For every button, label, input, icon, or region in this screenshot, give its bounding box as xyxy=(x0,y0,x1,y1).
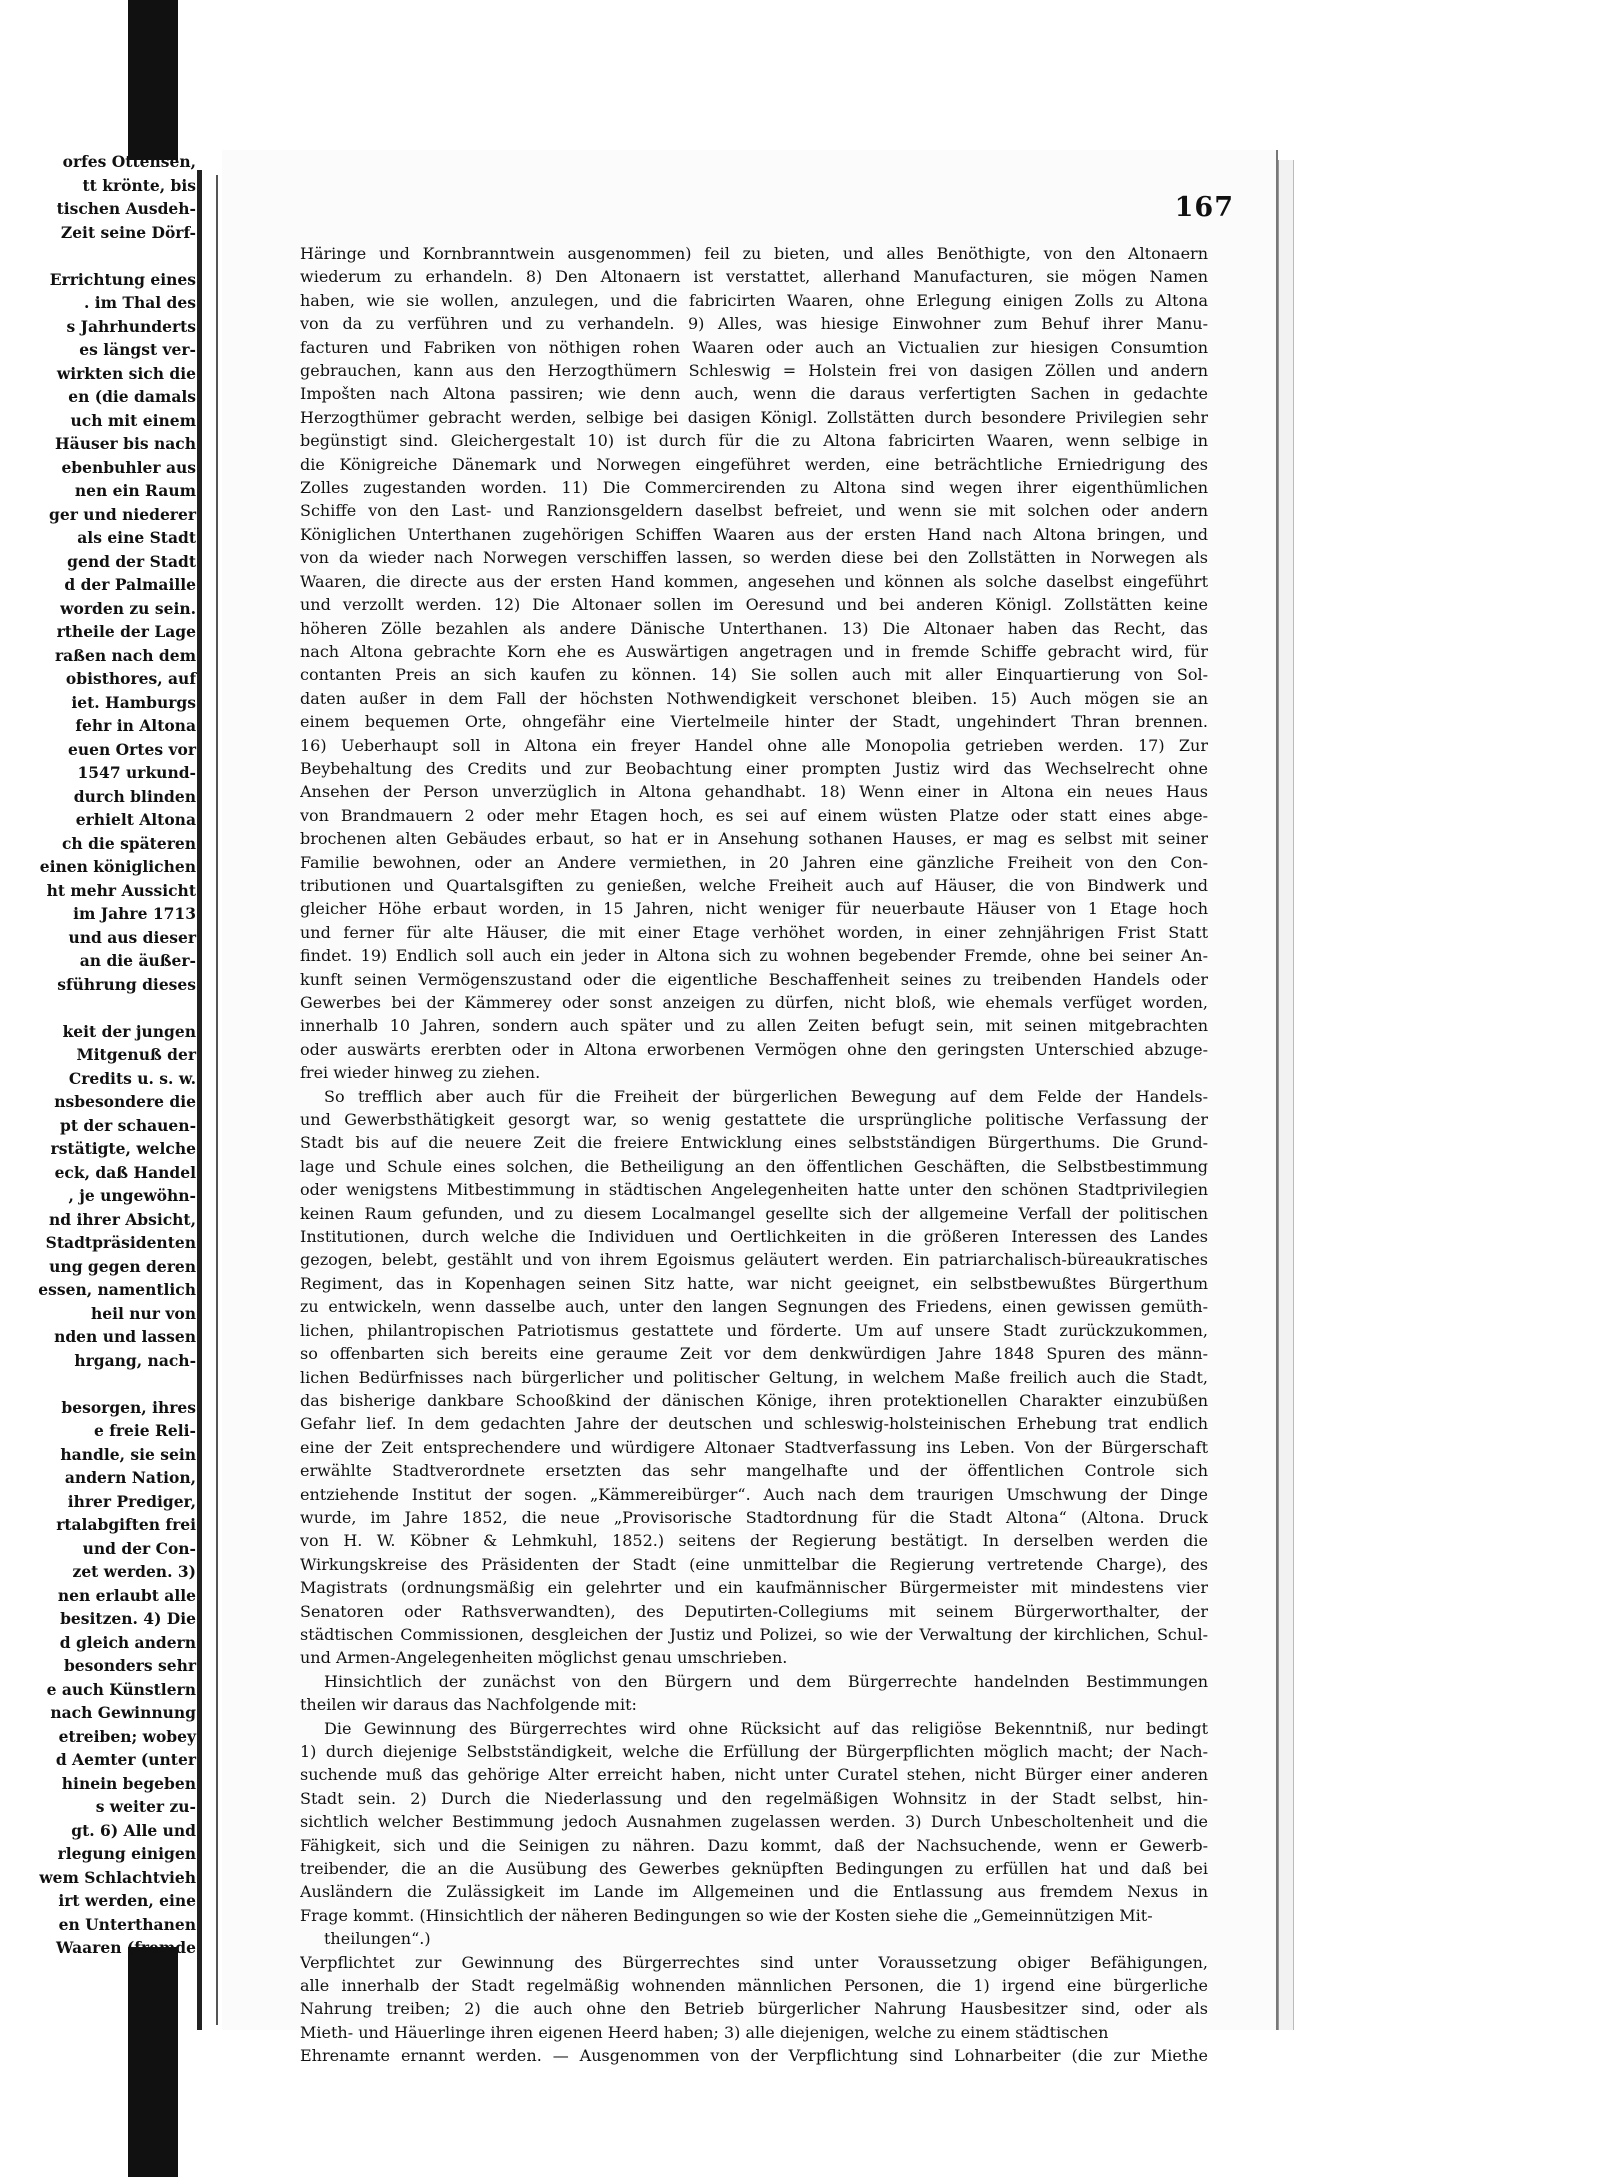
text-line: theilungen“.) xyxy=(324,1929,431,1949)
text-line: und verzollt werden. 12) Die Altonaer sollen im Oeresund und bei anderen Königl. Zollstätten keine xyxy=(300,595,1208,615)
text-line: Stadt bis auf die neuere Zeit die freiere Entwicklung eines selbstständigen Bürgerthums. Die Grund- xyxy=(300,1133,1208,1153)
text-line: Häringe und Kornbranntwein ausgenommen) feil zu bieten, und alles Benöthigte, von den Altonaern xyxy=(300,244,1208,263)
left-page-line: besonders sehr xyxy=(63,1656,196,1675)
text-line: alle innerhalb der Stadt regelmäßig wohnenden männlichen Personen, die 1) irgend eine bürgerliche xyxy=(300,1976,1208,1996)
left-page-line: essen, namentlich xyxy=(38,1280,196,1299)
text-line: eine der Zeit entsprechendere und würdigere Altonaer Stadtverfassung ins Leben. Von der Bürgerschaft xyxy=(300,1437,1208,1457)
left-page-line: Mitgenuß der xyxy=(76,1045,196,1064)
text-line: theilen wir daraus das Nachfolgende mit: xyxy=(300,1695,637,1715)
text-line: Ausländern die Zulässigkeit im Lande im Allgemeinen und die Entlassung aus fremdem Nexus in xyxy=(300,1882,1208,1902)
left-page-line: nach Gewinnung xyxy=(50,1703,196,1722)
text-line: Stadt sein. 2) Durch die Niederlassung und den regelmäßigen Wohnsitz in der Stadt selbst, hin- xyxy=(300,1788,1208,1808)
left-page-line: heil nur von xyxy=(90,1303,196,1323)
text-line: Ansehen der Person unverzüglich in Altona gehandhabt. 18) Wenn einer in Altona ein neues Haus xyxy=(300,782,1208,802)
left-page-line: 1547 urkund- xyxy=(77,763,196,782)
left-page-line: worden zu sein. xyxy=(60,598,196,618)
left-page-line: an die äußer- xyxy=(79,951,196,970)
text-line: Beybehaltung des Credits und zur Beobachtung einer prompten Justiz wird das Wechselrecht ohne xyxy=(300,758,1208,778)
text-line: von da wieder nach Norwegen verschiffen lassen, so werden diese bei den Zollstätten in Norwegen als xyxy=(300,548,1208,568)
text-line: Königlichen Unterthanen zugehörigen Schiffen Waaren aus der ersten Hand nach Altona bringen, und xyxy=(300,524,1208,544)
left-page-line: fehr in Altona xyxy=(75,716,196,735)
text-line: die Königreiche Dänemark und Norwegen eingeführet werden, eine beträchtliche Erniedrigung des xyxy=(300,454,1208,474)
text-line: Wirkungskreise des Präsidenten der Stadt (eine unmittelbar die Regierung vertretende Charge), des xyxy=(300,1554,1208,1574)
text-line: Regiment, das in Kopenhagen seinen Sitz hatte, war nicht geeignet, ein selbstbewußtes Bürgerthum xyxy=(300,1273,1208,1293)
left-page-line: eck, daß Handel xyxy=(54,1162,196,1182)
left-page-line: gt. 6) Alle und xyxy=(71,1820,196,1840)
text-line: 1) durch diejenige Selbstständigkeit, welche die Erfüllung der Bürgerpflichten möglich macht; der Nach- xyxy=(300,1742,1208,1761)
text-line: kunft seinen Vermögenszustand oder die eigentliche Beschaffenheit seines zu treibenden Handels oder xyxy=(300,969,1208,989)
left-page-line xyxy=(0,996,200,1020)
text-line: und Gewerbsthätigkeit gesorgt war, so wenig gestattete die ursprüngliche politische Verfassung der xyxy=(300,1110,1208,1130)
text-line: Frage kommt. (Hinsichtlich der näheren Bedingungen so wie der Kosten siehe die „Gemeinnützigen Mit- xyxy=(300,1905,1153,1925)
left-page-line: ebenbuhler aus xyxy=(61,457,196,477)
left-page-line: euen Ortes vor xyxy=(68,739,196,759)
body-text xyxy=(300,242,1208,2068)
text-line: Institutionen, durch welche die Individuen und Oertlichkeiten in die größeren Interessen des Landes xyxy=(300,1227,1208,1247)
left-page-line: ht mehr Aussicht xyxy=(46,880,196,900)
left-page-line: besorgen, ihres xyxy=(61,1397,196,1417)
text-line: sichtlich welcher Bestimmung jedoch Ausnahmen zugelassen werden. 3) Durch Unbescholtenheit und die xyxy=(300,1812,1208,1832)
text-line: lage und Schule eines solchen, die Betheiligung an den öffentlichen Geschäften, die Selbstbestimmung xyxy=(300,1156,1208,1176)
left-page-line: e auch Künstlern xyxy=(46,1679,196,1699)
text-line: gebrauchen, kann aus den Herzogthümern Schleswig = Holstein frei von dasigen Zöllen und andern xyxy=(300,361,1208,381)
left-page-fragment xyxy=(0,150,200,2030)
text-line: So trefflich aber auch für die Freiheit der bürgerlichen Bewegung auf dem Felde der Handels- xyxy=(324,1086,1208,1106)
text-line: und ferner für alte Häuser, die mit einer Etage verhöhet worden, in einer zehnjährigen Frist Statt xyxy=(300,922,1208,942)
text-line: facturen und Fabriken von nöthigen rohen Waaren oder auch an Victualien zur hiesigen Consumtion xyxy=(300,337,1208,357)
left-page-line: erhielt Altona xyxy=(75,810,196,829)
left-page-line xyxy=(0,1372,200,1396)
text-line: Herzogthümer gebracht werden, selbige bei dasigen Königl. Zollstätten durch besondere Privilegien sehr xyxy=(300,407,1208,427)
left-page-line: es längst ver- xyxy=(79,340,196,359)
text-line: Gefahr lief. In dem gedachten Jahre der deutschen und schleswig-holsteinischen Erhebung trat endlich xyxy=(300,1414,1208,1434)
left-page-line: en (die damals xyxy=(68,387,196,406)
left-page-line: und aus dieser xyxy=(68,927,196,947)
text-line: oder wenigstens Mitbestimmung in städtischen Angelegenheiten hatte unter den schönen Stadtprivilegien xyxy=(300,1180,1208,1200)
text-line: nach Altona gebrachte Korn ehe es Auswärtigen angetragen und in fremde Schiffe gebracht wird, für xyxy=(300,641,1208,661)
text-line: oder auswärts ererbten oder in Altona erworbenen Vermögen ohne den geringsten Unterschied abzuge- xyxy=(300,1039,1208,1059)
page-edge xyxy=(1278,160,1294,2030)
text-line: 16) Ueberhaupt soll in Altona ein freyer Handel ohne alle Monopolia getrieben werden. 17) Zur xyxy=(300,735,1208,755)
left-page-line: handle, sie sein xyxy=(60,1444,196,1464)
text-line: brochenen alten Gebäudes erbaut, so hat er in Ansehung sothanen Hauses, er mag es selbst mit seiner xyxy=(300,829,1208,849)
left-page-line: d gleich andern xyxy=(59,1632,196,1652)
text-line: frei wieder hinweg zu ziehen. xyxy=(300,1063,541,1083)
left-page-line: und der Con- xyxy=(82,1538,196,1558)
left-page-line: d der Palmaille xyxy=(64,575,196,594)
text-line: erwählte Stadtverordnete ersetzten das sehr mangelhafte und der öffentlichen Controle sich xyxy=(300,1461,1208,1481)
book-binding-top xyxy=(128,0,178,160)
gutter-shadow xyxy=(197,170,202,2030)
text-line: das bisherige dankbare Schooßkind der dänischen Könige, ihren protektionellen Charakter einzubüßen xyxy=(300,1390,1208,1410)
left-page-line: sführung dieses xyxy=(57,974,196,994)
left-page-line: e freie Reli- xyxy=(93,1421,196,1440)
text-line: daten außer in dem Fall der höchsten Nothwendigkeit verschonet bleiben. 15) Auch mögen sie an xyxy=(300,688,1208,708)
left-page-line: raßen nach dem xyxy=(54,645,196,665)
text-line: Magistrats (ordnungsmäßig ein gelehrter und ein kaufmännischer Bürgermeister mit mindestens vier xyxy=(300,1578,1208,1598)
left-page-line: tischen Ausdeh- xyxy=(56,199,196,218)
left-page-line: einen königlichen xyxy=(39,857,196,876)
left-page-line: Stadtpräsidenten xyxy=(45,1233,196,1252)
text-line: lichen, philantropischen Patriotismus gestattete und förderte. Um auf unsere Stadt zurückzukommen, xyxy=(300,1320,1208,1340)
left-page-line: nsbesondere die xyxy=(54,1092,196,1111)
left-page-line: nd ihrer Absicht, xyxy=(49,1209,196,1229)
left-page-line: zet werden. 3) xyxy=(72,1562,196,1581)
left-page-line: durch blinden xyxy=(73,786,196,806)
text-line: Mieth- und Häuerlinge ihren eigenen Heerd haben; 3) alle diejenigen, welche zu einem städtischen xyxy=(300,2022,1109,2042)
left-page-line: Häuser bis nach xyxy=(55,434,196,453)
text-line: von Brandmauern 2 oder mehr Etagen hoch, es sei auf einem wüsten Platze oder statt eines abge- xyxy=(300,805,1208,825)
left-page-line: gend der Stadt xyxy=(67,551,196,571)
left-page-line: Waaren (fremde xyxy=(56,1938,196,1957)
text-line: lichen Bedürfnisses nach bürgerlicher und politischer Geltung, in welchem Maße freilich auch die Stadt, xyxy=(300,1367,1208,1387)
text-line: von H. W. Köbner & Lehmkuhl, 1852.) seitens der Regierung bestätigt. In derselben werden die xyxy=(300,1531,1208,1551)
text-line: und Armen-Angelegenheiten möglichst genau umschrieben. xyxy=(300,1648,788,1668)
left-page-line: hinein begeben xyxy=(61,1773,196,1793)
text-line: zu entwickeln, wenn dasselbe auch, unter den langen Segnungen des Friedens, einen gewissen gemüth- xyxy=(300,1297,1208,1317)
left-page-line: pt der schauen- xyxy=(60,1115,196,1135)
text-line: keinen Raum gefunden, und zu diesem Localmangel gesellte sich der allgemeine Verfall der politischen xyxy=(300,1203,1208,1223)
text-line: Zolles zugestanden worden. 11) Die Commercirenden zu Altona sind wegen ihrer eigenthümlichen xyxy=(300,478,1208,498)
left-page-line: obisthores, auf xyxy=(65,669,196,688)
left-page-line: nden und lassen xyxy=(54,1327,196,1346)
left-page-line: iet. Hamburgs xyxy=(71,692,196,712)
text-line: Nahrung treiben; 2) die auch ohne den Betrieb bürgerlicher Nahrung Hausbesitzer sind, oder als xyxy=(300,1999,1208,2019)
text-line: Hinsichtlich der zunächst von den Bürgern und dem Bürgerrechte handelnden Bestimmungen xyxy=(324,1671,1208,1691)
left-page-line: d Aemter (unter xyxy=(55,1750,196,1769)
left-page-line: besitzen. 4) Die xyxy=(60,1609,196,1628)
left-page-line xyxy=(0,244,200,268)
left-page-line: andern Nation, xyxy=(64,1468,196,1487)
left-page-line: . im Thal des xyxy=(83,293,196,312)
left-page-line: rstätigte, welche xyxy=(50,1139,196,1158)
text-line: Ehrenamte ernannt werden. — Ausgenommen von der Verpflichtung sind Lohnarbeiter (die zur Miethe xyxy=(300,2046,1208,2066)
left-page-line: irt werden, eine xyxy=(58,1891,196,1910)
text-line: wurde, im Jahre 1852, die neue „Provisorische Stadtordnung für die Stadt Altona“ (Altona. Druck xyxy=(300,1507,1208,1527)
text-line: findet. 19) Endlich soll auch ein jeder in Altona sich zu wohnen begebender Fremde, ohne bei seiner An- xyxy=(300,946,1208,966)
left-page-line: hrgang, nach- xyxy=(74,1350,196,1370)
left-page-line: ihrer Prediger, xyxy=(67,1491,196,1511)
text-line: Fähigkeit, sich und die Seinigen zu nähren. Dazu kommt, daß der Nachsuchende, wenn er Gewerb- xyxy=(300,1835,1208,1855)
left-page-line: Credits u. s. w. xyxy=(68,1068,196,1088)
text-line: Schiffe von den Last- und Ranzionsgeldern daselbst befreiet, und wenn sie mit solchen oder andern xyxy=(300,501,1208,521)
page-number: 167 xyxy=(1174,192,1234,223)
left-page-line: ger und niederer xyxy=(49,504,196,524)
text-line: Impošten nach Altona passiren; wie denn auch, wenn die daraus verfertigten Sachen in gedachte xyxy=(300,384,1208,404)
left-page-line: rtalabgiften frei xyxy=(56,1515,196,1534)
left-page-line: nen ein Raum xyxy=(74,481,196,500)
text-line: gleicher Höhe erbaut worden, in 15 Jahren, nicht weniger für neuerbaute Häuser von 1 Etage hoch xyxy=(300,899,1208,919)
left-page-line: rtheile der Lage xyxy=(56,622,196,641)
text-line: städtischen Commissionen, desgleichen der Justiz und Polizei, so wie der Verwaltung der kirchlichen, Schul- xyxy=(300,1624,1208,1644)
left-page-line: nen erlaubt alle xyxy=(57,1585,196,1605)
left-page-line: rlegung einigen xyxy=(57,1844,196,1863)
text-line: innerhalb 10 Jahren, sondern auch später und zu allen Zeiten befugt sein, mit seinen mitgebrachten xyxy=(300,1016,1208,1036)
text-line: suchende muß das gehörige Alter erreicht haben, nicht unter Curatel stehen, nicht Bürger einer anderen xyxy=(300,1765,1208,1785)
text-line: Die Gewinnung des Bürgerrechtes wird ohne Rücksicht auf das religiöse Bekenntniß, nur bedingt xyxy=(324,1718,1208,1738)
text-line: gezogen, belebt, gestählt und von ihrem Egoismus geläutert werden. Ein patriarchalisch-büreaukratisches xyxy=(300,1250,1208,1270)
right-page xyxy=(222,150,1278,2066)
text-line: Waaren, die directe aus der ersten Hand kommen, angesehen und können als solche daselbst eingeführt xyxy=(300,571,1208,591)
left-page-line: wirkten sich die xyxy=(56,363,196,383)
text-line: haben, wie sie wollen, anzulegen, und die fabricirten Waaren, ohne Erlegung einigen Zolls zu Altona xyxy=(300,290,1208,310)
text-line: Senatoren oder Rathsverwandten), des Deputirten-Collegiums mit seinem Bürgerworthalter, der xyxy=(300,1601,1208,1621)
left-page-line: s weiter zu- xyxy=(95,1797,196,1816)
left-page-line: als eine Stadt xyxy=(77,528,196,547)
text-line: wiederum zu erhandeln. 8) Den Altonaern ist verstattet, allerhand Manufacturen, sie mögen Namen xyxy=(300,267,1208,287)
left-page-line: orfes Ottensen, xyxy=(62,152,196,171)
left-page-line: Errichtung eines xyxy=(49,269,196,289)
text-line: Gewerbes bei der Kämmerey oder sonst anzeigen zu dürfen, nicht bloß, wie ehemals verfüget worden, xyxy=(300,993,1208,1012)
left-page-line: ung gegen deren xyxy=(49,1256,196,1276)
text-line: tributionen und Quartalsgiften zu genießen, welche Freiheit auch auf Häuser, die von Bindwerk und xyxy=(300,875,1208,895)
left-page-line: im Jahre 1713 xyxy=(73,904,196,923)
text-line: höheren Zölle bezahlen als andere Dänische Unterthanen. 13) Die Altonaer haben das Recht, das xyxy=(300,618,1208,638)
text-line: einem bequemen Orte, ohngefähr eine Viertelmeile hinter der Stadt, ungehindert Thran brennen. xyxy=(300,712,1208,732)
left-page-line: ch die späteren xyxy=(61,833,196,853)
left-page-line: uch mit einem xyxy=(70,410,196,430)
text-line: Verpflichtet zur Gewinnung des Bürgerrechtes sind unter Voraussetzung obiger Befähigungen, xyxy=(300,1952,1208,1972)
left-page-line: etreiben; wobey xyxy=(58,1726,196,1746)
left-page-line: en Unterthanen xyxy=(58,1914,196,1934)
gutter-line xyxy=(216,175,218,2025)
text-line: contanten Preis an sich kaufen zu können. 14) Sie sollen auch mit aller Einquartierung von Sol- xyxy=(300,665,1208,685)
left-page-line: wem Schlachtvieh xyxy=(39,1867,196,1887)
left-page-line: keit der jungen xyxy=(62,1021,196,1041)
text-line: entziehende Institut der sogen. „Kämmereibürger“. Auch nach dem traurigen Umschwung der Dinge xyxy=(300,1484,1208,1504)
left-page-line: , je ungewöhn- xyxy=(68,1186,196,1205)
left-page-line: s Jahrhunderts xyxy=(66,316,196,336)
left-page-line: tt kröntе, bis xyxy=(82,175,196,195)
text-line: Familie bewohnen, oder an Andere vermiethen, in 20 Jahren eine gänzliche Freiheit von den Con- xyxy=(300,852,1208,872)
text-line: begünstigt sind. Gleichergestalt 10) ist durch für die zu Altona fabricirten Waaren, wenn selbige in xyxy=(300,431,1208,451)
text-line: so offenbarten sich bereits eine geraume Zeit vor dem denkwürdigen Jahre 1848 Spuren des männ- xyxy=(300,1344,1208,1364)
text-line: treibender, die an die Ausübung des Gewerbes geknüpften Bedingungen zu erfüllen hat und daß bei xyxy=(300,1859,1208,1879)
text-line: von da zu verführen und zu verhandeln. 9) Alles, was hiesige Einwohner zum Behuf ihrer Manu- xyxy=(300,314,1208,334)
left-page-line: Zeit seine Dörf- xyxy=(60,222,196,242)
